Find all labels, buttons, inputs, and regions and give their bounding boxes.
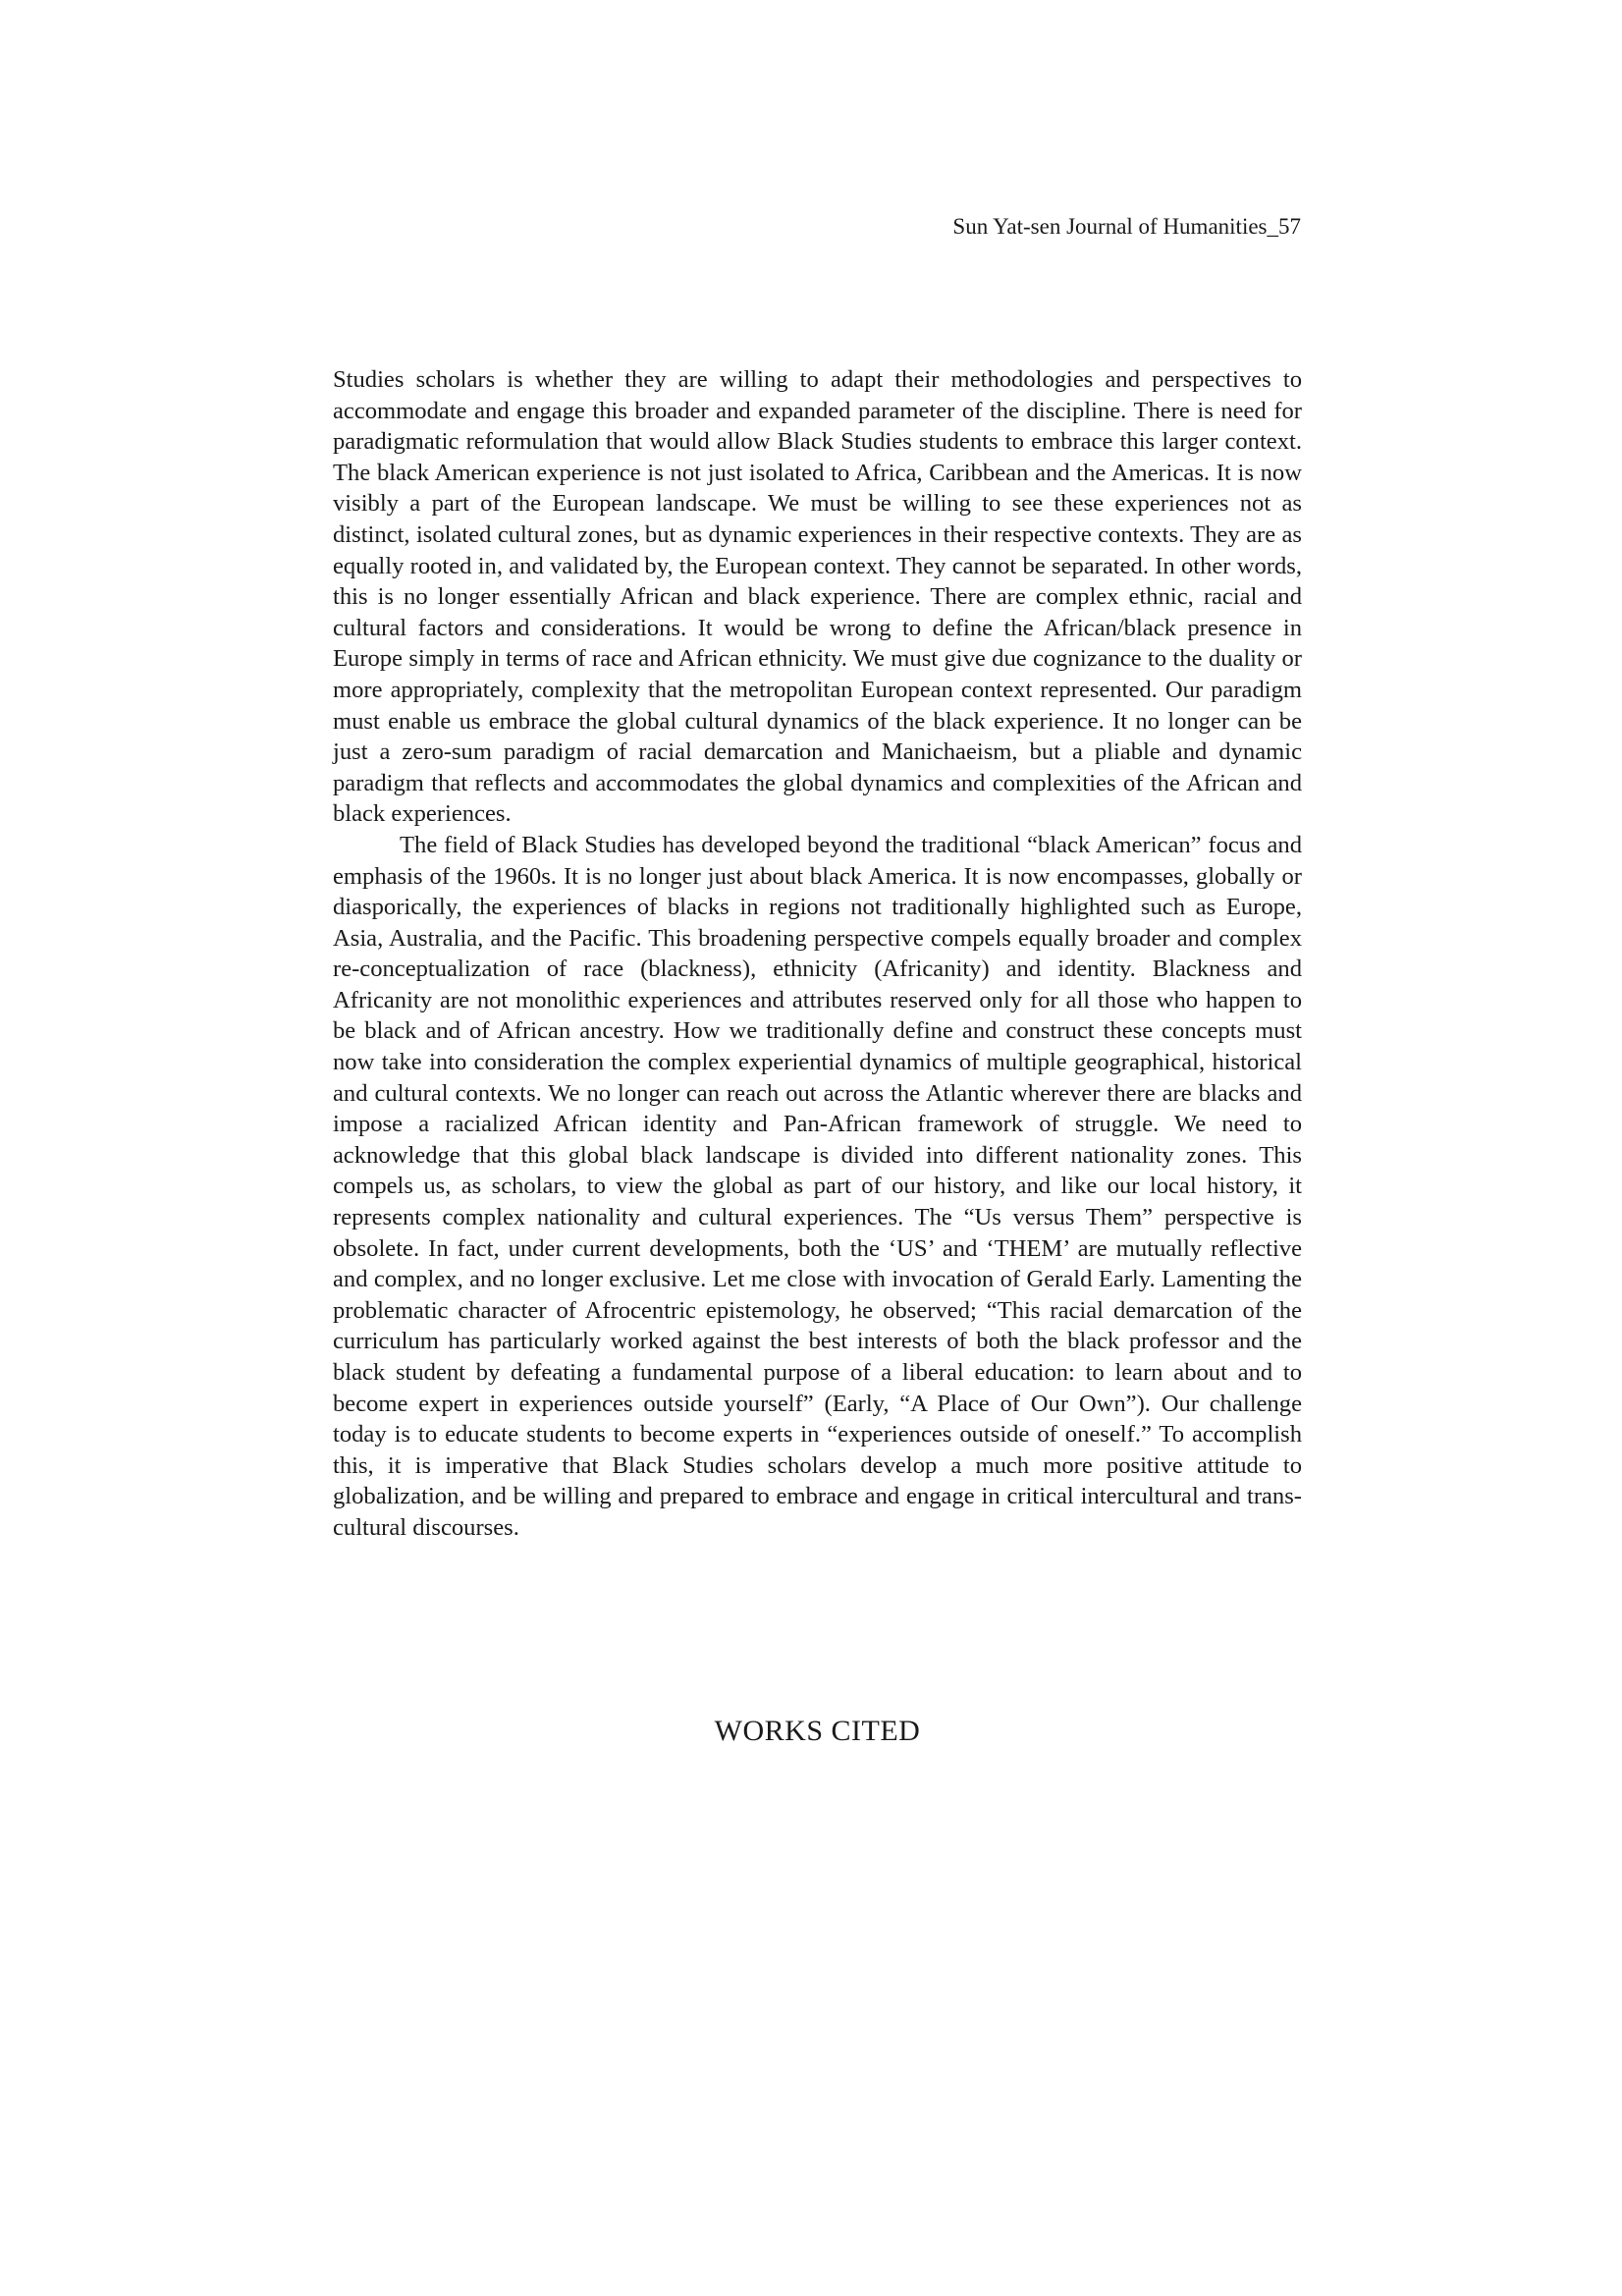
works-cited-heading: WORKS CITED <box>714 1715 921 1747</box>
article-body <box>333 364 1302 1544</box>
running-header: Sun Yat-sen Journal of Humanities_57 <box>952 214 1301 239</box>
body-paragraph: The field of Black Studies has developed beyond the traditional “black American” focus and emphasis of the 1960s. It is no longer just about black America. It is now encompasses, globally or diasporically, the experiences of blacks in regions not traditionally highlighted such as Europe, Asia, Australia, and the Pacific. This broadening perspective compels equally broader and complex re-conceptualization of race (blackness), ethnicity (Africanity) and identity. Blackness and Africanity are not monolithic experiences and attributes reserved only for all those who happen to be black and of African ancestry. How we traditionally define and construct these concepts must now take into consideration the complex experiential dynamics of multiple geographical, historical and cultural contexts. We no longer can reach out across the Atlantic wherever there are blacks and impose a racialized African identity and Pan-African framework of struggle. We need to acknowledge that this global black landscape is divided into different nationality zones. This compels us, as scholars, to view the global as part of our history, and like our local history, it represents complex nationality and cultural experiences. The “Us versus Them” perspective is obsolete. In fact, under current developments, both the ‘US’ and ‘THEM’ are mutually reflective and complex, and no longer exclusive. Let me close with invocation of Gerald Early. Lamenting the problematic character of Afrocentric epistemology, he observed; “This racial demarcation of the curriculum has particularly worked against the best interests of both the black professor and the black student by defeating a fundamental purpose of a liberal education: to learn about and to become expert in experiences outside yourself” (Early, “A Place of Our Own”). Our challenge today is to educate students to become experts in “experiences outside of oneself.” To accomplish this, it is imperative that Black Studies scholars develop a much more positive attitude to globalization, and be willing and prepared to embrace and engage in critical intercultural and trans-cultural discourses. <box>333 831 1302 1541</box>
body-paragraph-continued: Studies scholars is whether they are willing to adapt their methodologies and perspectives to accommodate and engage this broader and expanded parameter of the discipline. There is need for paradigmatic reformulation that would allow Black Studies students to embrace this larger context. The black American experience is not just isolated to Africa, Caribbean and the Americas. It is now visibly a part of the European landscape. We must be willing to see these experiences not as distinct, isolated cultural zones, but as dynamic experiences in their respective contexts. They are as equally rooted in, and validated by, the European context. They cannot be separated. In other words, this is no longer essentially African and black experience. There are complex ethnic, racial and cultural factors and considerations. It would be wrong to define the African/black presence in Europe simply in terms of race and African ethnicity. We must give due cognizance to the duality or more appropriately, complexity that the metropolitan European context represented. Our paradigm must enable us embrace the global cultural dynamics of the black experience. It no longer can be just a zero-sum paradigm of racial demarcation and Manichaeism, but a pliable and dynamic paradigm that reflects and accommodates the global dynamics and complexities of the African and black experiences. <box>333 366 1302 828</box>
